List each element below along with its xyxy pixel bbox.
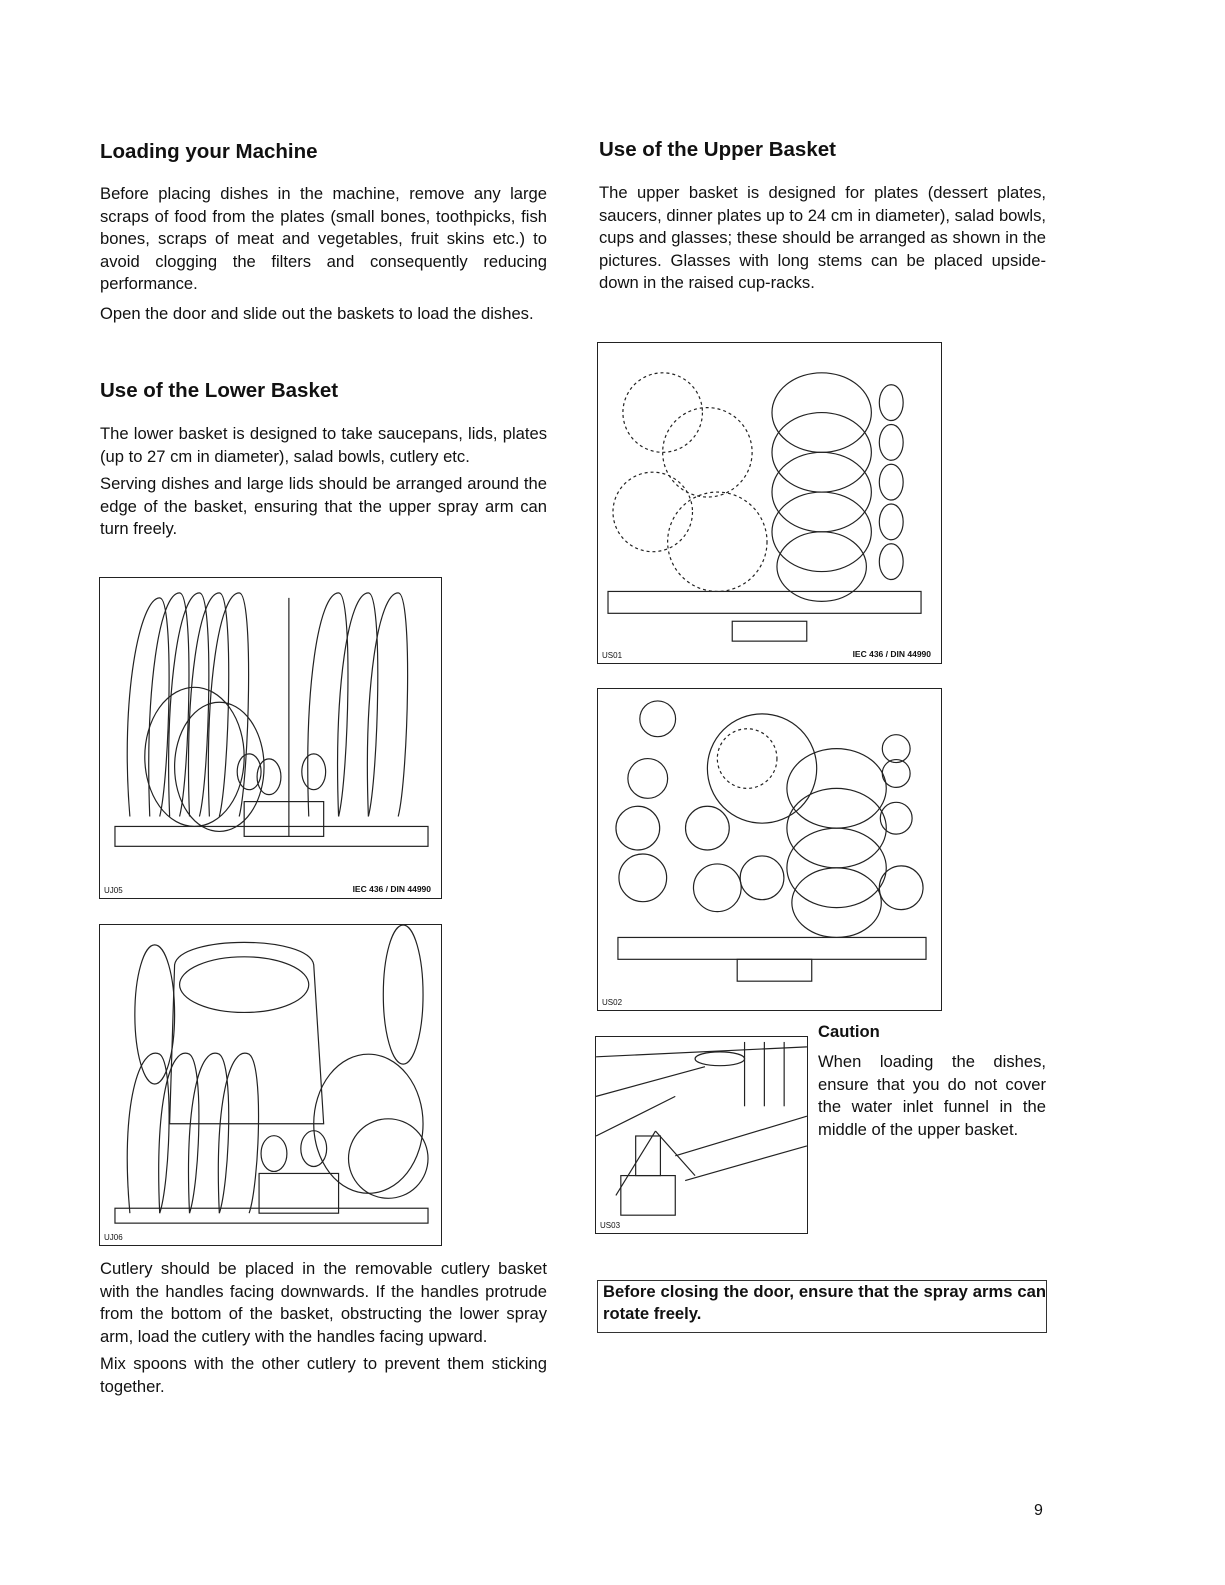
caution-heading: Caution (818, 1022, 880, 1041)
section-loading (100, 140, 547, 327)
figure-code: UJ05 (104, 886, 123, 895)
paragraph: Before placing dishes in the machine, remove any large scraps of food from the plates (small bones, toothpicks, fish bones, scraps of meat and vegetables, fruit skins etc.) to avoid clogging the filters and consequently reducing performance. (100, 184, 547, 294)
upper-basket-figure-cups (597, 688, 942, 1011)
heading-lower-basket: Use of the Lower Basket (100, 379, 339, 402)
heading-loading: Loading your Machine (100, 140, 318, 163)
upper-basket-figure-glasses (597, 342, 942, 664)
water-inlet-funnel-figure (595, 1036, 808, 1234)
lower-basket-illustration (100, 925, 441, 1245)
figure-standard: IEC 436 / DIN 44990 (352, 884, 431, 894)
page-number: 9 (1034, 1502, 1043, 1519)
figure-code: US02 (602, 998, 623, 1007)
paragraph: The lower basket is designed to take saucepans, lids, plates (up to 27 cm in diameter), salad bowls, cutlery etc. (100, 424, 547, 466)
paragraph: The upper basket is designed for plates (dessert plates, saucers, dinner plates up to 24 cm in diameter), salad bowls, cups and glasses; these should be arranged as shown in the pictures. Glasses with long stems can be placed upside-down in the raised cup-racks. (599, 183, 1046, 293)
lower-basket-figure-plates (99, 577, 442, 899)
paragraph: Open the door and slide out the baskets to load the dishes. (100, 303, 534, 323)
figure-standard: IEC 436 / DIN 44990 (852, 649, 931, 659)
upper-basket-illustration (598, 689, 941, 1010)
figure-code: US03 (600, 1221, 621, 1230)
heading-upper-basket: Use of the Upper Basket (599, 138, 836, 161)
caution-text: When loading the dishes, ensure that you do not cover the water inlet funnel in the middle of the upper basket. (818, 1052, 1046, 1139)
figure-code: UJ06 (104, 1233, 123, 1242)
upper-basket-illustration (598, 343, 941, 663)
spray-arm-note: Before closing the door, ensure that the spray arms can rotate freely. (597, 1280, 1047, 1333)
water-inlet-illustration (596, 1037, 807, 1233)
paragraph: Mix spoons with the other cutlery to prevent them sticking together. (100, 1354, 547, 1396)
paragraph: Serving dishes and large lids should be arranged around the edge of the basket, ensuring that the upper spray arm can turn freely. (100, 474, 547, 539)
section-lower-basket (100, 379, 547, 541)
section-cutlery (100, 1258, 547, 1399)
paragraph: Cutlery should be placed in the removable cutlery basket with the handles facing downwards. If the handles protrude from the bottom of the basket, obstructing the lower spray arm, load the cutlery with the handles facing upward. (100, 1259, 547, 1346)
lower-basket-figure-pans (99, 924, 442, 1246)
figure-code: US01 (602, 651, 623, 660)
caution-block (818, 1022, 1046, 1141)
lower-basket-illustration (100, 578, 441, 898)
section-upper-basket (599, 138, 1046, 295)
